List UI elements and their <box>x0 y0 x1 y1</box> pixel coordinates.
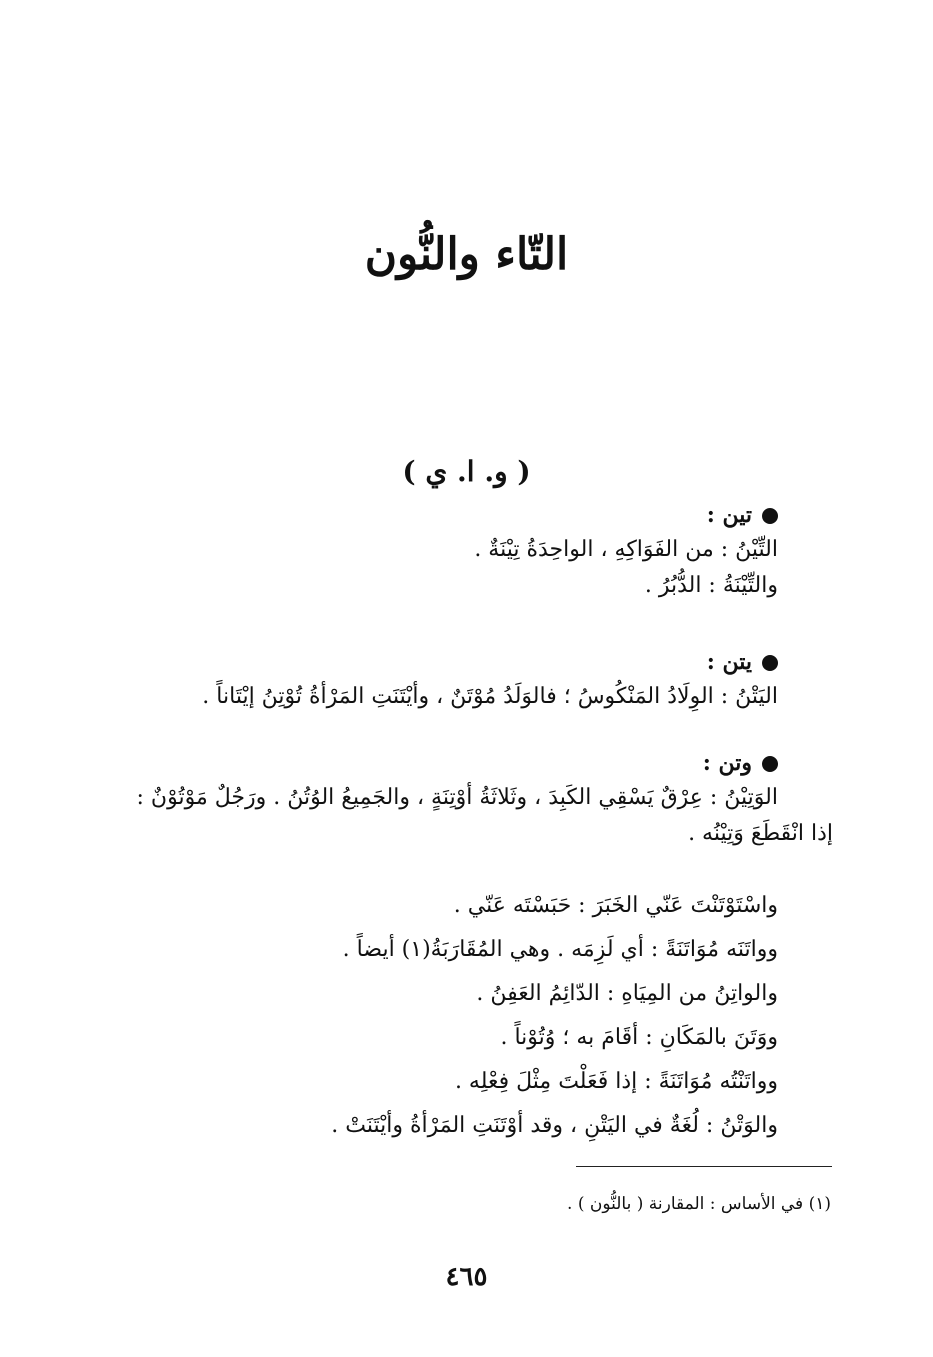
entry-heading-label: تين : <box>706 502 752 528</box>
section-title: ( و. ا. ي ) <box>402 455 531 488</box>
entry-heading-label: يتن : <box>706 649 752 675</box>
entry-heading <box>38 746 778 780</box>
entry-line: واسْتَوْتَنْتَ عَنّي الخَبَرَ : حَبَسْتَه عَنّي . <box>453 893 778 918</box>
chapter-title: التّاء والنُّون <box>364 229 569 280</box>
bullet-icon <box>762 655 778 671</box>
entry-heading <box>88 645 778 679</box>
entry-heading <box>88 498 778 532</box>
entry-yatan <box>88 645 778 715</box>
entry-line: وواتَنَه مُوَاتَنَةً : أي لَزِمَه . وهي المُقَارَبَةُ(١) أيضاً . <box>342 937 778 962</box>
entry-line: الوَتِيْنُ : عِرْقٌ يَسْقِي الكَبِدَ ، وثَلاثَةُ أوْتِنَةٍ ، والجَمِيعُ الوُتُنُ . ورَجُلٌ مَوْتُوْنٌ : <box>136 785 778 810</box>
entry-line: والوَتْنُ : لُغَةٌ في اليَتْنِ ، وقد أوْتَنَتِ المَرْأةُ وأيْتَنَتْ . <box>331 1113 778 1138</box>
entry-line: ووَتَنَ بالمَكَانِ : أقَامَ به ؛ وُتُوْناً . <box>500 1025 778 1050</box>
footnote-divider <box>576 1166 832 1167</box>
entry-line: والواتِنُ من المِيَاهِ : الدّائِمُ العَفِنُ . <box>476 981 778 1006</box>
entry-heading-label: وتن : <box>702 750 752 776</box>
bullet-icon <box>762 508 778 524</box>
entry-line: وواتَنْتُه مُوَاتَنَةً : إذا فَعَلْتَ مِثْلَ فِعْلِه . <box>454 1069 778 1094</box>
entry-tin <box>88 498 778 604</box>
footnote: (١) في الأساس : المقارنة ( بالنُّون ) . <box>567 1194 831 1214</box>
entry-line-continuation: إذا انْقَطَعَ وَتِيْنُه . <box>688 821 833 846</box>
entry-watan <box>38 746 833 852</box>
entry-line: اليَتْنُ : الوِلَادُ المَنْكُوسُ ؛ فالوَلَدُ مُوْتَنٌ ، وأيْتَنَتِ المَرْأةُ تُوْتِنُ إيْتَاناً . <box>202 684 778 709</box>
entry-line: التِّيْنُ : من الفَوَاكِهِ ، الواحِدَةُ تِيْنَةٌ . <box>474 537 778 562</box>
bullet-icon <box>762 756 778 772</box>
entry-watan-continued <box>88 888 778 1144</box>
entry-line: والتِّيْنَةُ : الدُّبُرُ . <box>644 573 778 598</box>
page-number: ٤٦٥ <box>445 1262 488 1292</box>
